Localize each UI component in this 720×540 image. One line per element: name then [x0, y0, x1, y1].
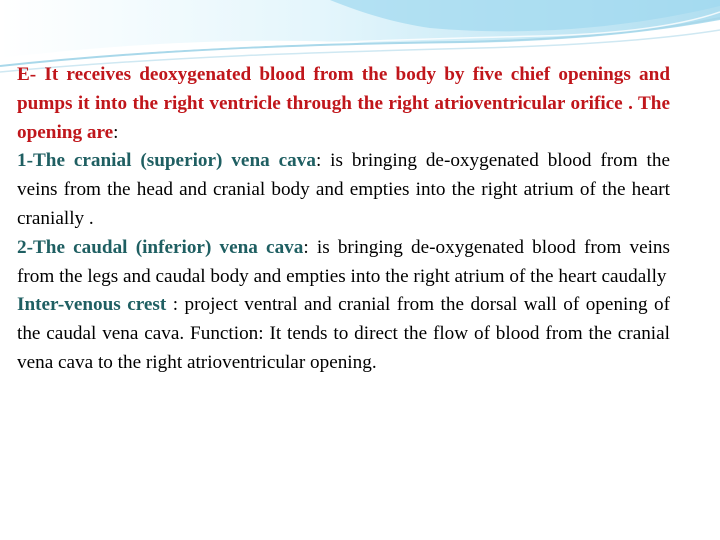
intro-paragraph	[17, 61, 670, 147]
inter-venous-crest-paragraph	[17, 291, 670, 377]
slide-body-text	[17, 61, 670, 378]
item1-body: : is bringing de-oxygenated blood from the veins from the head and cranial body and empties into the right atrium of the heart cranially .	[17, 150, 670, 229]
intro-colon: :	[113, 121, 119, 143]
intro-lead: E- It receives deoxygenated blood from the body by five chief openings and pumps it into the right ventricle through the right atrioventricular orifice . The opening are	[17, 64, 670, 143]
crest-body: : project ventral and cranial from the dorsal wall of opening of the caudal vena cava. Function: It tends to direct the flow of blood from the cranial vena cava to the right atrioventricular opening.	[17, 294, 670, 373]
item2-body: : is bringing de-oxygenated blood from veins from the legs and caudal body and empties into the right atrium of the heart caudally	[17, 236, 670, 287]
crest-title: Inter-venous crest	[17, 294, 167, 316]
item2-title: 2-The caudal (inferior) vena cava	[17, 236, 304, 258]
item1-title: 1-The cranial (superior) vena cava	[17, 150, 316, 172]
item-cranial-vena-cava	[17, 147, 670, 233]
item-caudal-vena-cava	[17, 234, 670, 292]
